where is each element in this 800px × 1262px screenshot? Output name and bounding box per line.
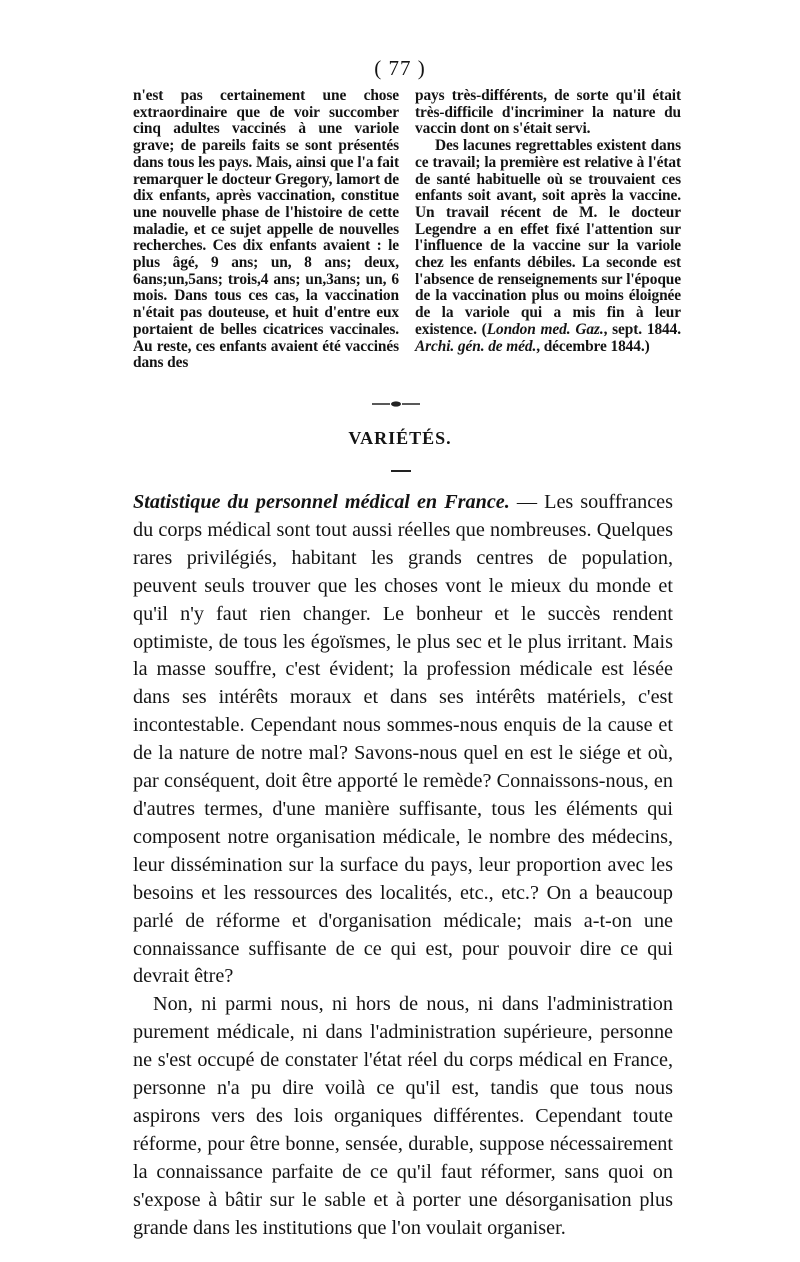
page-number: ( 77 ) xyxy=(374,56,426,80)
citation-london-med-gaz: London med. Gaz. xyxy=(486,320,604,338)
article-paragraph-1 xyxy=(133,489,673,991)
article-body xyxy=(133,489,673,1242)
article-lead-title: Statistique du personnel médical en France. xyxy=(133,491,510,513)
right-column xyxy=(415,88,681,355)
left-column xyxy=(133,88,399,372)
left-column-text: n'est pas certainement une chose extraordinaire que de voir succomber cinq adultes vaccinés à une variole grave; de pareils faits se sont présentés dans tous les pays. Mais, ainsi que l'a fait remarquer le docteur Gregory, lamort de dix enfants, après vaccination, constitue une nouvelle phase de l'histoire de cette maladie, et ce sujet appelle de nouvelles recherches. Ces dix enfants avaient : le plus âgé, 9 ans; un, 8 ans; deux, 6ans;un,5ans; trois,4 ans; un,3ans; un, 6 mois. Dans tous ces cas, la vaccination n'était pas douteuse, et huit d'entre eux portaient de belles cicatrices vaccinales. Au reste, ces enfants avaient été vaccinés dans des xyxy=(133,87,399,372)
citation-date-2: , décembre 1844.) xyxy=(536,337,650,355)
section-ornament xyxy=(366,397,426,411)
section-title: VARIÉTÉS. xyxy=(348,428,452,448)
article-paragraph-2: Non, ni parmi nous, ni hors de nous, ni dans l'administration purement médicale, ni dans l'administration supérieure, personne ne s'est occupé de constater l'état réel du corps médical en France, personne n'a pu dire voilà ce qu'il est, tandis que tous nous aspirons vers des lois organiques différentes. Cependant toute réforme, pour être bonne, sensée, durable, suppose nécessairement la connaissance parfaite de ce qu'il faut réformer, sans quoi on s'expose à bâtir sur le sable et à porter une désorganisation plus grande dans les institutions que l'on voulait organiser. xyxy=(133,993,673,1239)
right-column-paragraph-1: pays très-différents, de sorte qu'il était très-difficile d'incriminer la nature du vaccin dont on s'était servi. xyxy=(415,87,681,138)
citation-date-1: , sept. 1844. xyxy=(603,320,681,338)
title-rule xyxy=(391,470,411,472)
right-column-paragraph-2-text: Des lacunes regrettables existent dans ce travail; la première est relative à l'état de santé habituelle où se trouvaient ces enfants soit avant, soit après la vaccine. Un travail récent de M. le docteur Legendre a en effet fixé l'attention sur l'influence de la vaccine sur la variole chez les enfants débiles. La seconde est l'absence de renseignements sur l'époque de la vaccination plus ou moins éloignée de la variole qui a mis fin à leur existence. ( xyxy=(415,137,681,338)
citation-archi-gen-de-med: Archi. gén. de méd. xyxy=(415,337,537,355)
article-paragraph-1-text: — Les souffrances du corps médical sont tout aussi réelles que nombreuses. Quelques rares privilégiés, habitant les grands centres de population, peuvent seuls trouver que les choses vont le mieux du monde et qu'il n'y faut rien changer. Le bonheur et le succès rendent optimiste, de tous les égoïsmes, le plus sec et le plus irritant. Mais la masse souffre, c'est évident; la profession médicale est lésée dans ses intérêts moraux et dans ses intérêts matériels, c'est incontestable. Cependant nous sommes-nous enquis de la cause et de la nature de notre mal? Savons-nous quel en est le siége et où, par conséquent, doit être apporté le remède? Connaissons-nous, en d'autres termes, d'une manière suffisante, tous les éléments qui composent notre organisation médicale, le nombre des médecins, leur dissémination sur la surface du pays, leur proportion avec les besoins et les ressources des localités, etc., etc.? On a beaucoup parlé de réforme et d'organisation médicale; mais a-t-on une connaissance suffisante de ce qui est, pour pouvoir dire ce qui devrait être? xyxy=(133,491,673,988)
right-column-paragraph-2 xyxy=(415,138,681,355)
